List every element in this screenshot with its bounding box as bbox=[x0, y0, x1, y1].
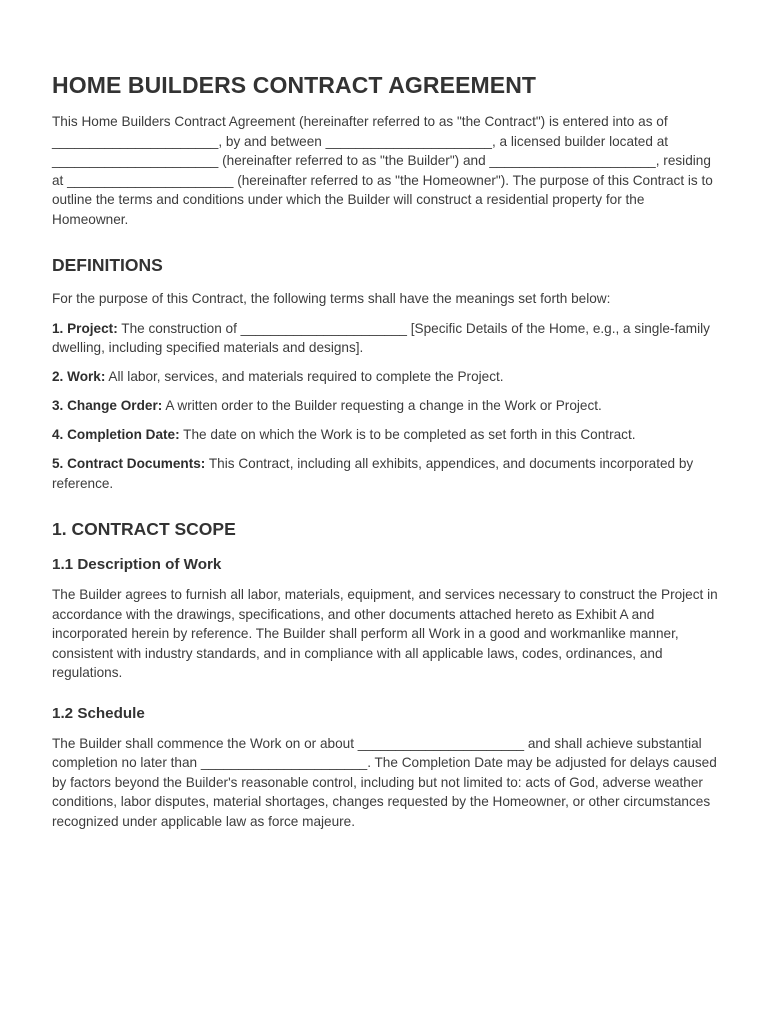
document-page bbox=[52, 70, 724, 831]
definition-text: A written order to the Builder requesting a change in the Work or Project. bbox=[162, 398, 602, 413]
definition-item-project bbox=[52, 319, 724, 358]
contract-scope-heading: 1. CONTRACT SCOPE bbox=[52, 519, 236, 539]
definition-item-change-order bbox=[52, 396, 724, 416]
definition-item-work bbox=[52, 367, 724, 387]
definition-term: 1. Project: bbox=[52, 320, 118, 336]
definition-text: The construction of ______________________ [Specific Details of the Home, e.g., a single-family dwelling, including specified materials and designs]. bbox=[52, 320, 710, 355]
schedule-paragraph: The Builder shall commence the Work on or about ______________________ and shall achieve substantial completion no later than ______________________. The Completion Date may be adjusted for delays caused by factors beyond the Builder's reasonable control, including but not limited to: acts of God, adverse weather conditions, labor disputes, material shortages, changes requested by the Homeowner, or other circumstances recognized under applicable law as force majeure. bbox=[52, 735, 717, 829]
description-of-work-heading: 1.1 Description of Work bbox=[52, 556, 222, 573]
definition-term: 4. Completion Date: bbox=[52, 427, 180, 442]
definitions-intro: For the purpose of this Contract, the following terms shall have the meanings set forth below: bbox=[52, 291, 611, 306]
description-of-work-paragraph: The Builder agrees to furnish all labor, materials, equipment, and services necessary to construct the Project in accordance with the drawings, specifications, and other documents attached hereto as Exhibit A and incorporated herein by reference. The Builder shall perform all Work in a good and workmanlike manner, consistent with industry standards, and in compliance with all applicable laws, codes, ordinances, and regulations. bbox=[52, 587, 718, 680]
definition-term: 2. Work: bbox=[52, 369, 106, 384]
definitions-heading: DEFINITIONS bbox=[52, 255, 163, 275]
definition-text: The date on which the Work is to be completed as set forth in this Contract. bbox=[179, 427, 636, 442]
intro-paragraph: This Home Builders Contract Agreement (hereinafter referred to as "the Contract") is entered into as of ______________________, by and between ______________________, a licensed builder located at ______________________ (hereinafter referred to as "the Builder") and ______________________, residing at ______________________ (hereinafter referred to as "the Homeowner"). The purpose of this Contract is to outline the terms and conditions under which the Builder will construct a residential property for the Homeowner. bbox=[52, 114, 713, 227]
schedule-heading: 1.2 Schedule bbox=[52, 704, 145, 722]
definition-term: 5. Contract Documents: bbox=[52, 456, 206, 471]
definition-item-contract-documents bbox=[52, 454, 724, 493]
document-title: HOME BUILDERS CONTRACT AGREEMENT bbox=[52, 72, 537, 98]
definition-term: 3. Change Order: bbox=[52, 398, 163, 413]
definition-text: All labor, services, and materials required to complete the Project. bbox=[105, 369, 504, 384]
definition-text: This Contract, including all exhibits, appendices, and documents incorporated by reference. bbox=[52, 456, 694, 491]
definition-item-completion-date bbox=[52, 425, 724, 445]
